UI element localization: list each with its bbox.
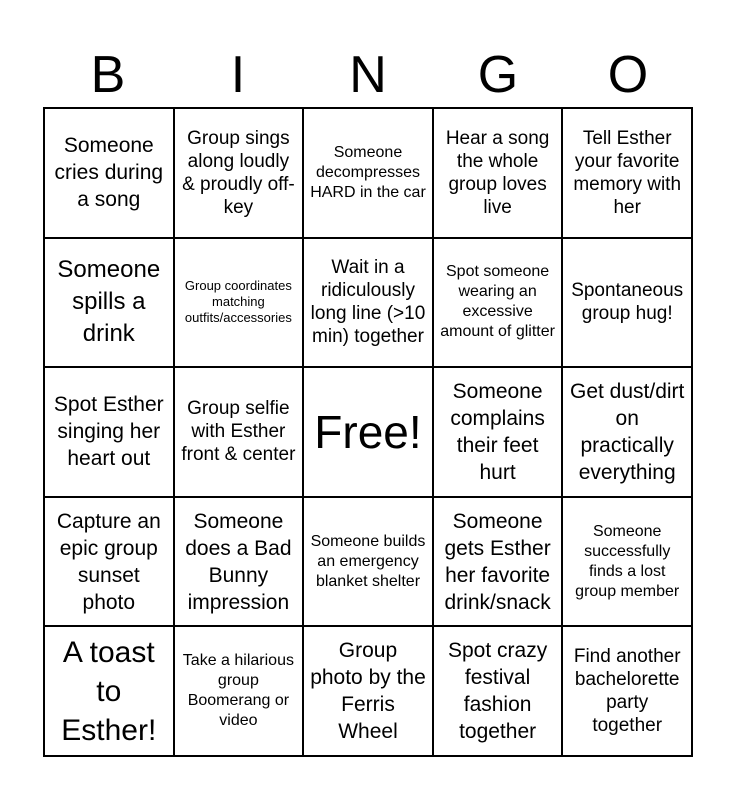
bingo-cell[interactable]: [562, 238, 692, 368]
cell-text: Tell Esther your favorite memory with her: [573, 127, 682, 218]
bingo-cell[interactable]: [433, 626, 563, 756]
cell-text: Someone does a Bad Bunny impression: [185, 509, 292, 614]
cell-text: Someone builds an emergency blanket shelter: [310, 532, 426, 590]
bingo-cell[interactable]: [44, 108, 174, 238]
bingo-cell[interactable]: [433, 108, 563, 238]
bingo-cell[interactable]: [44, 367, 174, 497]
bingo-cell[interactable]: [303, 497, 433, 627]
bingo-cell[interactable]: [433, 367, 563, 497]
bingo-cell[interactable]: [44, 626, 174, 756]
bingo-header: [43, 44, 693, 106]
bingo-cell[interactable]: [303, 626, 433, 756]
cell-text: Someone complains their feet hurt: [450, 379, 545, 484]
cell-text: Spot someone wearing an excessive amount of glitter: [440, 263, 555, 341]
bingo-cell[interactable]: [562, 108, 692, 238]
bingo-cell[interactable]: [44, 238, 174, 368]
bingo-cell[interactable]: [562, 626, 692, 756]
bingo-cell[interactable]: [303, 238, 433, 368]
cell-text: A toast to Esther!: [61, 635, 157, 747]
cell-text: Take a hilarious group Boomerang or video: [182, 652, 294, 730]
header-letter-o: O: [607, 46, 649, 104]
cell-text: Hear a song the whole group loves live: [445, 127, 550, 218]
header-letter-g: G: [477, 46, 519, 104]
header-letter-i: I: [230, 46, 246, 104]
bingo-card: [43, 107, 693, 757]
cell-text: Spot Esther singing her heart out: [53, 393, 164, 471]
bingo-cell[interactable]: [44, 497, 174, 627]
cell-text: Find another bachelorette party together: [573, 646, 681, 737]
bingo-cell[interactable]: [174, 626, 304, 756]
cell-text: Someone cries during a song: [54, 134, 164, 212]
cell-text: Someone gets Esther her favorite drink/snack: [444, 509, 551, 614]
cell-text: Someone spills a drink: [57, 256, 161, 348]
cell-text: Group selfie with Esther front & center: [181, 398, 296, 466]
cell-text: Wait in a ridiculously long line (>10 min) together: [310, 257, 426, 348]
free-space-text: Free!: [314, 405, 422, 458]
header-letter-b: B: [90, 46, 126, 104]
free-space[interactable]: [303, 367, 433, 497]
cell-text: Someone decompresses HARD in the car: [310, 143, 426, 201]
header-letter-n: N: [349, 46, 387, 104]
cell-text: Group sings along loudly & proudly off-key: [182, 127, 295, 218]
bingo-cell[interactable]: [174, 497, 304, 627]
bingo-cell[interactable]: [174, 238, 304, 368]
bingo-cell[interactable]: [562, 497, 692, 627]
cell-text: Spontaneous group hug!: [571, 280, 684, 325]
bingo-cell[interactable]: [562, 367, 692, 497]
cell-text: Group photo by the Ferris Wheel: [310, 639, 426, 744]
bingo-cell[interactable]: [303, 108, 433, 238]
cell-text: Capture an epic group sunset photo: [56, 509, 161, 614]
bingo-cell[interactable]: [174, 367, 304, 497]
cell-text: Get dust/dirt on practically everything: [570, 379, 685, 484]
bingo-cell[interactable]: [433, 238, 563, 368]
bingo-cell[interactable]: [174, 108, 304, 238]
cell-text: Someone successfully finds a lost group member: [575, 522, 680, 600]
cell-text: Group coordinates matching outfits/accessories: [184, 278, 292, 326]
cell-text: Spot crazy festival fashion together: [447, 639, 548, 744]
bingo-cell[interactable]: [433, 497, 563, 627]
